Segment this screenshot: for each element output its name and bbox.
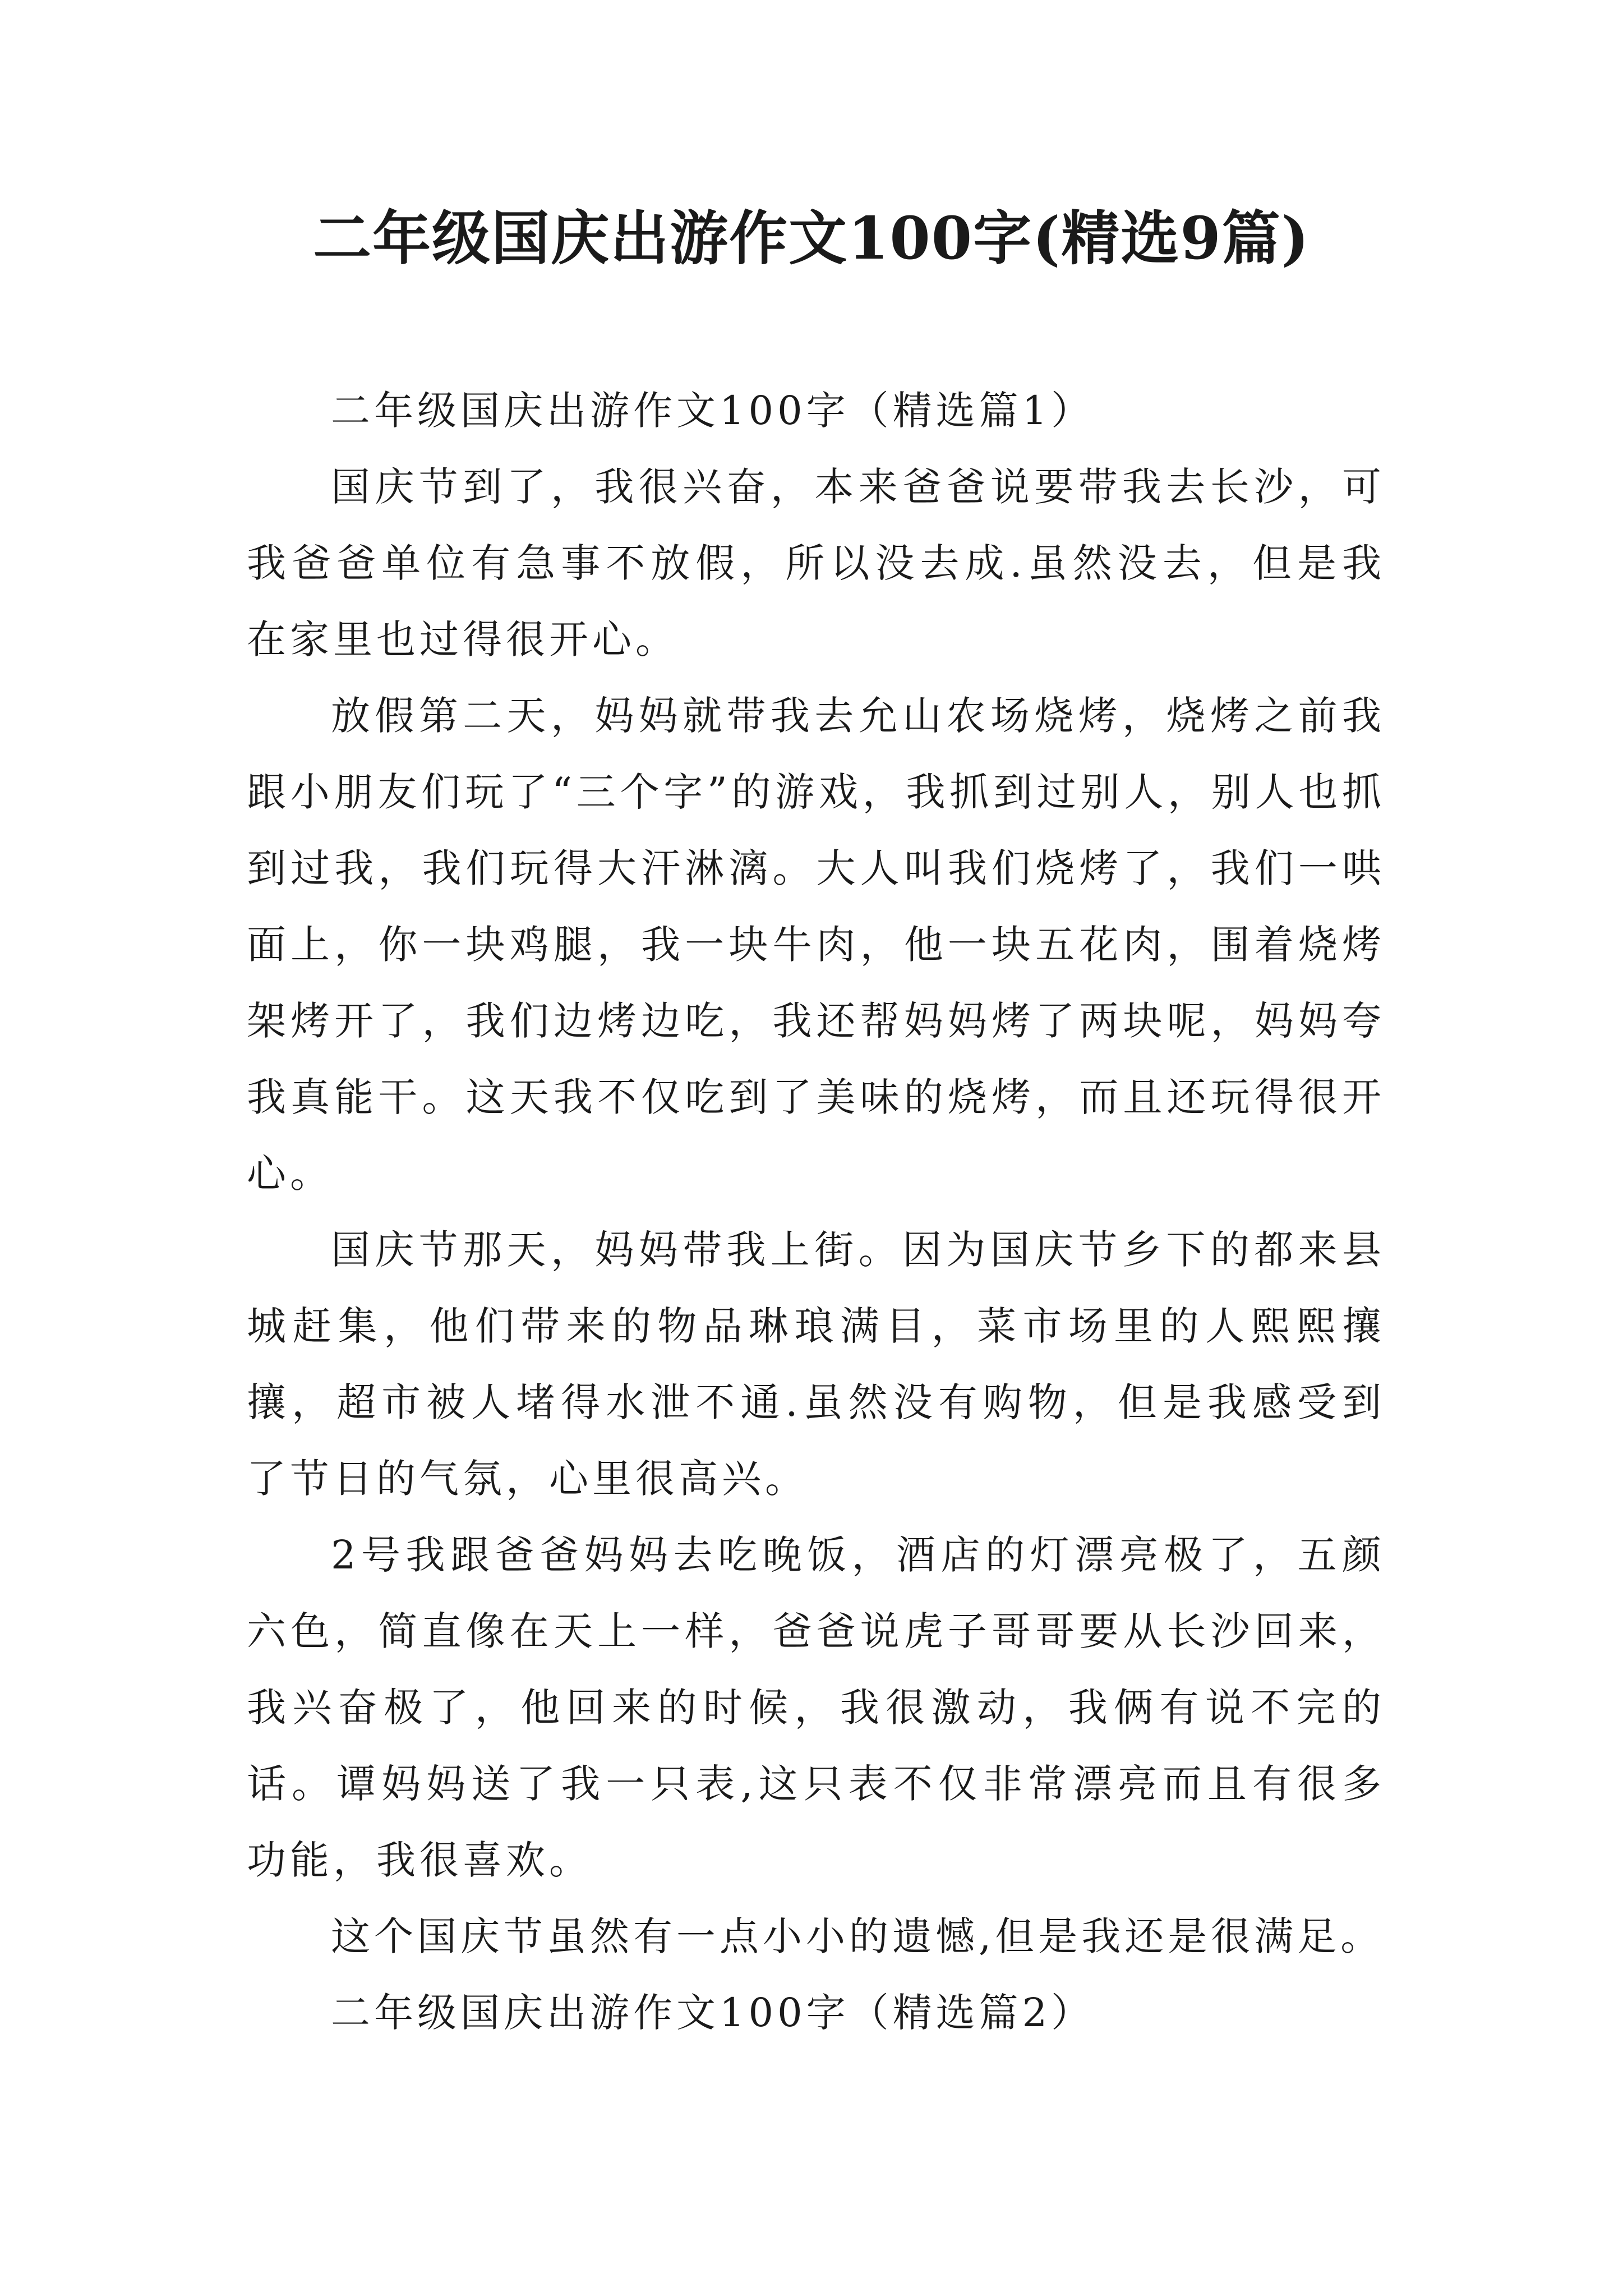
section-heading: 二年级国庆出游作文100字（精选篇1） (331, 388, 1095, 434)
document-body (247, 372, 1385, 2051)
paragraph: 国庆节到了，我很兴奋，本来爸爸说要带我去长沙，可我爸爸单位有急事不放假，所以没去成.虽然没去，但是我在家里也过得很开心。 (247, 464, 1385, 662)
section-heading: 二年级国庆出游作文100字（精选篇2） (331, 1990, 1095, 2036)
paragraph: 2号我跟爸爸妈妈去吃晚饭，酒店的灯漂亮极了，五颜六色，简直像在天上一样，爸爸说虎子哥哥要从长沙回来，我兴奋极了，他回来的时候，我很激动，我俩有说不完的话。谭妈妈送了我一只表,这只表不仅非常漂亮而且有很多功能，我很喜欢。 (247, 1532, 1385, 1883)
paragraph: 这个国庆节虽然有一点小小的遗憾,但是我还是很满足。 (331, 1913, 1384, 1959)
paragraph: 国庆节那天，妈妈带我上街。因为国庆节乡下的都来县城赶集，他们带来的物品琳琅满目，菜市场里的人熙熙攘攘，超市被人堵得水泄不通.虽然没有购物，但是我感受到了节日的气氛，心里很高兴。 (247, 1227, 1385, 1502)
paragraph: 放假第二天，妈妈就带我去允山农场烧烤，烧烤之前我跟小朋友们玩了“三个字”的游戏，我抓到过别人，别人也抓到过我，我们玩得大汗淋漓。大人叫我们烧烤了，我们一哄面上，你一块鸡腿，我一块牛肉，他一块五花肉，围着烧烤架烤开了，我们边烤边吃，我还帮妈妈烤了两块呢，妈妈夸我真能干。这天我不仅吃到了美味的烧烤，而且还玩得很开心。 (247, 693, 1385, 1197)
document-title: 二年级国庆出游作文100字(精选9篇) (313, 204, 1310, 273)
